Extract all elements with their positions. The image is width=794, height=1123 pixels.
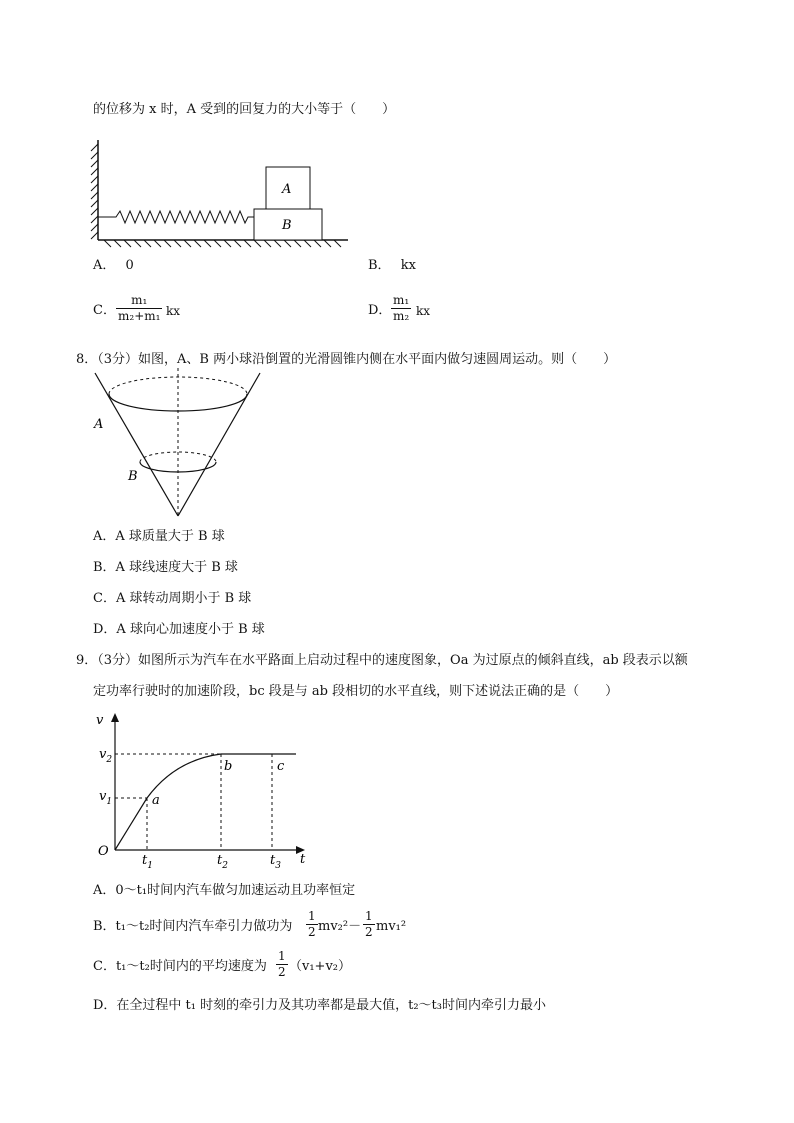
q9-option-d[interactable]: D．在全过程中 t₁ 时刻的牵引力及其功率都是最大值，t₂～t₃时间内牵引力最小 [93, 998, 546, 1013]
orbit-a-back [109, 377, 247, 394]
q8-option-a[interactable]: A．A 球质量大于 B 球 [93, 529, 225, 544]
q9-option-b-fraction-2 [363, 910, 375, 939]
q7-option-b[interactable] [368, 257, 416, 275]
q7-option-c-label[interactable]: C． [93, 303, 116, 318]
q9-option-c-suffix: （v₁+v₂） [289, 959, 352, 974]
q7-option-c-fraction [116, 294, 162, 323]
q9-option-c-frac-den: 2 [278, 965, 286, 979]
q9-option-c-prefix[interactable]: C．t₁～t₂时间内的平均速度为 [93, 959, 267, 974]
point-b-label: b [224, 759, 233, 774]
q9-option-b-prefix[interactable]: B．t₁～t₂时间内汽车牵引力做功为 [93, 919, 293, 934]
q9-stem-line1: 9．（3分）如图所示为汽车在水平路面上启动过程中的速度图象，Oa 为过原点的倾斜直线，ab 段表示以额 [76, 653, 688, 668]
q9-option-b-frac2-den: 2 [365, 925, 373, 939]
q8-stem: 8．（3分）如图，A、B 两小球沿倒置的光滑圆锥内侧在水平面内做匀速圆周运动。则（ ） [76, 352, 617, 367]
q9-option-b-frac1-den: 2 [308, 925, 316, 939]
q9-option-c-frac-num: 1 [278, 949, 286, 963]
block-b-label: B [282, 218, 292, 233]
q9-option-b-mid1: mv₂²－ [318, 919, 362, 934]
q9-option-a[interactable]: A．0～t₁时间内汽车做匀加速运动且功率恒定 [93, 883, 356, 898]
block-a-label: A [282, 182, 292, 197]
q7-option-c-suffix: kx [166, 304, 181, 318]
q7-option-d-numerator: m₁ [393, 293, 410, 307]
v2-label: $v_2$ [99, 747, 113, 765]
curve-ab [147, 754, 221, 798]
q9-velocity-time-graph [90, 710, 320, 870]
q9-stem-line2: 定功率行驶时的加速阶段，bc 段是与 ab 段相切的水平直线，则下述说法正确的是（ ） [93, 684, 619, 699]
t1-label: $t_1$ [142, 853, 153, 870]
t-axis-label: t [300, 852, 306, 867]
spring [98, 211, 254, 223]
q8-cone-figure [90, 368, 270, 518]
q7-option-d-fraction [391, 294, 411, 323]
ball-b-label: B [128, 469, 138, 484]
v1-label: $v_1$ [99, 789, 113, 807]
orbit-a-front [109, 394, 247, 411]
t2-label: $t_2$ [217, 853, 228, 870]
q7-stem-tail: 的位移为 x 时，A 受到的回复力的大小等于（ ） [93, 102, 396, 117]
q8-option-b[interactable]: B．A 球线速度大于 B 球 [93, 560, 238, 575]
q7-option-b-label: B． [368, 258, 391, 273]
t3-label: $t_3$ [270, 853, 281, 870]
v-axis-label: v [96, 713, 104, 728]
ball-a-label: A [94, 417, 104, 432]
q7-option-a-label: A． [93, 258, 116, 273]
q7-spring-block-figure [88, 140, 358, 250]
q9-option-b-fraction-1 [306, 910, 318, 939]
q7-option-c-denominator: m₂+m₁ [118, 309, 161, 323]
q7-option-c-numerator: m₁ [131, 293, 148, 307]
q7-option-b-text: kx [400, 258, 416, 273]
q7-option-a[interactable] [93, 257, 134, 275]
q7-option-d-label[interactable]: D． [368, 303, 392, 318]
origin-label: O [98, 844, 109, 859]
q8-option-d[interactable]: D．A 球向心加速度小于 B 球 [93, 622, 265, 637]
q9-option-b-frac1-num: 1 [308, 909, 316, 923]
q7-option-d-suffix: kx [416, 304, 431, 318]
q8-option-c[interactable]: C．A 球转动周期小于 B 球 [93, 591, 252, 606]
point-a-label: a [152, 793, 160, 808]
q9-option-b-frac2-num: 1 [365, 909, 373, 923]
q9-option-b-mid2: mv₁² [376, 919, 407, 934]
q9-option-c-fraction [276, 950, 288, 979]
segment-oa [115, 798, 147, 850]
q7-option-d-denominator: m₂ [393, 309, 410, 323]
point-c-label: c [277, 759, 285, 774]
q7-option-a-text: 0 [125, 258, 134, 273]
